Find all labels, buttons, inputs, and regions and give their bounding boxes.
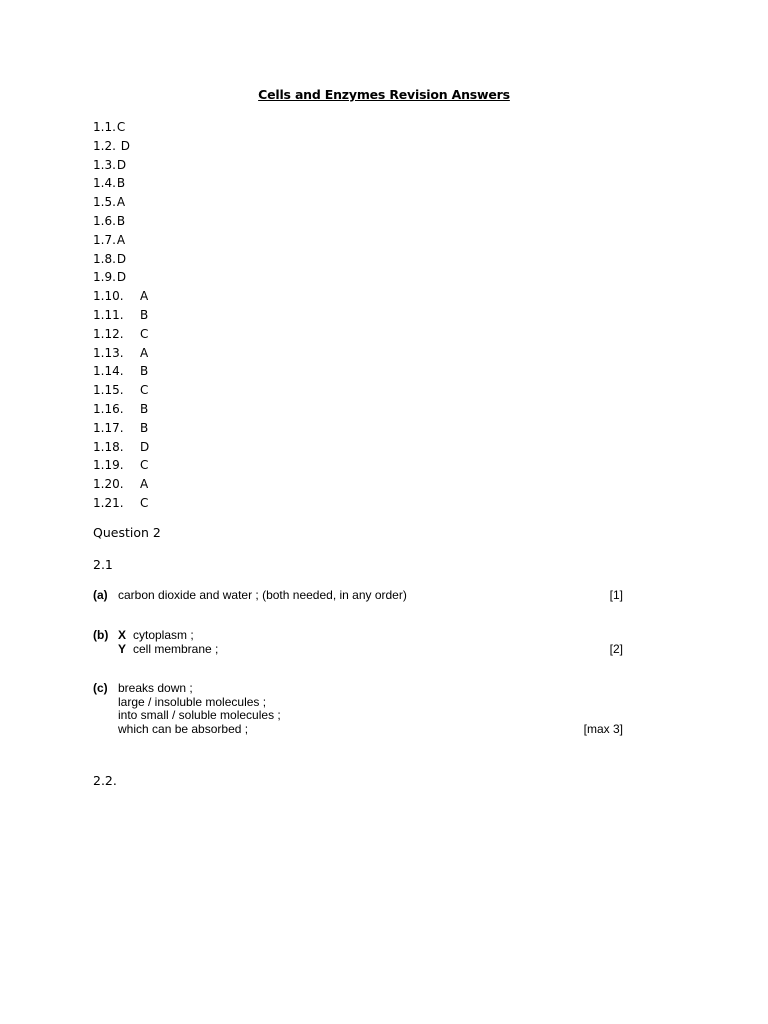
answer-number: 1.20. [93,477,124,492]
answer-number: 1.16. [93,401,124,416]
answer-number: 1.21. [93,495,124,510]
answer-letter: B [116,176,126,191]
part-b-x-text: cytoplasm ; [133,628,194,642]
answer-2-1-a [93,589,623,603]
answer-number: 1.11. [93,307,124,322]
answer-letter: A [116,232,126,247]
answer-number: 1.3. [93,157,116,172]
answer-item [93,475,149,494]
part-2-2-label: 2.2. [93,773,117,788]
answer-letter: C [140,458,149,473]
answer-letter: A [140,289,149,304]
part-b-y-text: cell membrane ; [133,641,219,656]
part-c-mark: [max 3] [583,721,623,736]
part-b-label: (b) [93,628,109,642]
answer-item [93,306,149,325]
part-a-label: (a) [93,588,108,602]
answer-item [93,325,149,344]
answer-letter: C [116,120,126,134]
answer-letter: D [116,270,127,285]
answer-item [93,362,149,381]
answer-letter: B [116,213,126,228]
answer-letter: C [140,495,149,510]
answer-letter: D [140,439,150,454]
part-c-line: breaks down ; [118,681,193,695]
answer-item [93,193,149,212]
answer-number: 1.6. [93,213,116,228]
answer-item [93,231,149,250]
answer-number: 1.15. [93,383,124,398]
part-2-1-label: 2.1 [93,557,113,572]
answer-item [93,156,149,175]
answer-number: 1.12. [93,326,124,341]
answer-item [93,381,149,400]
answer-number: 1.5. [93,195,116,210]
answer-number: 1.8. [93,251,116,266]
part-a-mark: [1] [609,588,623,602]
answer-item [93,494,149,513]
part-c-line: into small / soluble molecules ; [118,708,281,722]
answer-letter: B [140,401,149,416]
answer-letter: C [140,326,149,341]
answer-item [93,174,149,193]
answer-letter: B [140,420,149,435]
answer-item [93,438,149,457]
answer-letter: A [116,195,126,210]
answer-2-1-c [93,682,623,736]
answer-number: 1.13. [93,345,124,360]
part-b-mark: [2] [609,641,623,656]
answer-item [93,456,149,475]
part-a-text: carbon dioxide and water ; (both needed, in any order) [118,588,407,602]
question-2-heading: Question 2 [93,525,161,540]
answer-number: 1.7. [93,232,116,247]
part-b-y-label: Y [118,641,127,656]
answer-item [93,250,149,269]
answer-letter: C [140,383,149,398]
answer-item [93,118,149,137]
answer-item [93,400,149,419]
answer-number: 1.14. [93,364,124,379]
answer-letter: A [140,477,149,492]
answer-number: 1.19. [93,458,124,473]
page-title: Cells and Enzymes Revision Answers [258,87,510,102]
answer-letter: A [140,345,149,360]
answer-2-1-b [93,629,623,656]
answer-item [93,287,149,306]
answer-item [93,212,149,231]
answer-number: 1.9. [93,270,116,285]
answer-letter: B [140,307,149,322]
answer-number: 1.10. [93,289,124,304]
answer-item [93,344,149,363]
answer-number: 1.4. [93,176,116,191]
part-c-line: large / insoluble molecules ; [118,694,267,709]
answer-letter: B [140,364,149,379]
answer-item [93,419,149,438]
answer-number: 1.18. [93,439,124,454]
answer-list [93,118,149,513]
answer-letter: D [116,251,127,266]
answer-number: 1.17. [93,420,124,435]
answer-number: 1.2. [93,138,116,153]
answer-item [93,137,149,156]
part-b-x-label: X [118,628,127,642]
part-c-line: which can be absorbed ; [118,721,249,736]
answer-letter: D [116,138,130,153]
answer-letter: D [116,157,127,172]
answer-number: 1.1. [93,120,116,134]
answer-item [93,268,149,287]
part-c-label: (c) [93,681,108,695]
